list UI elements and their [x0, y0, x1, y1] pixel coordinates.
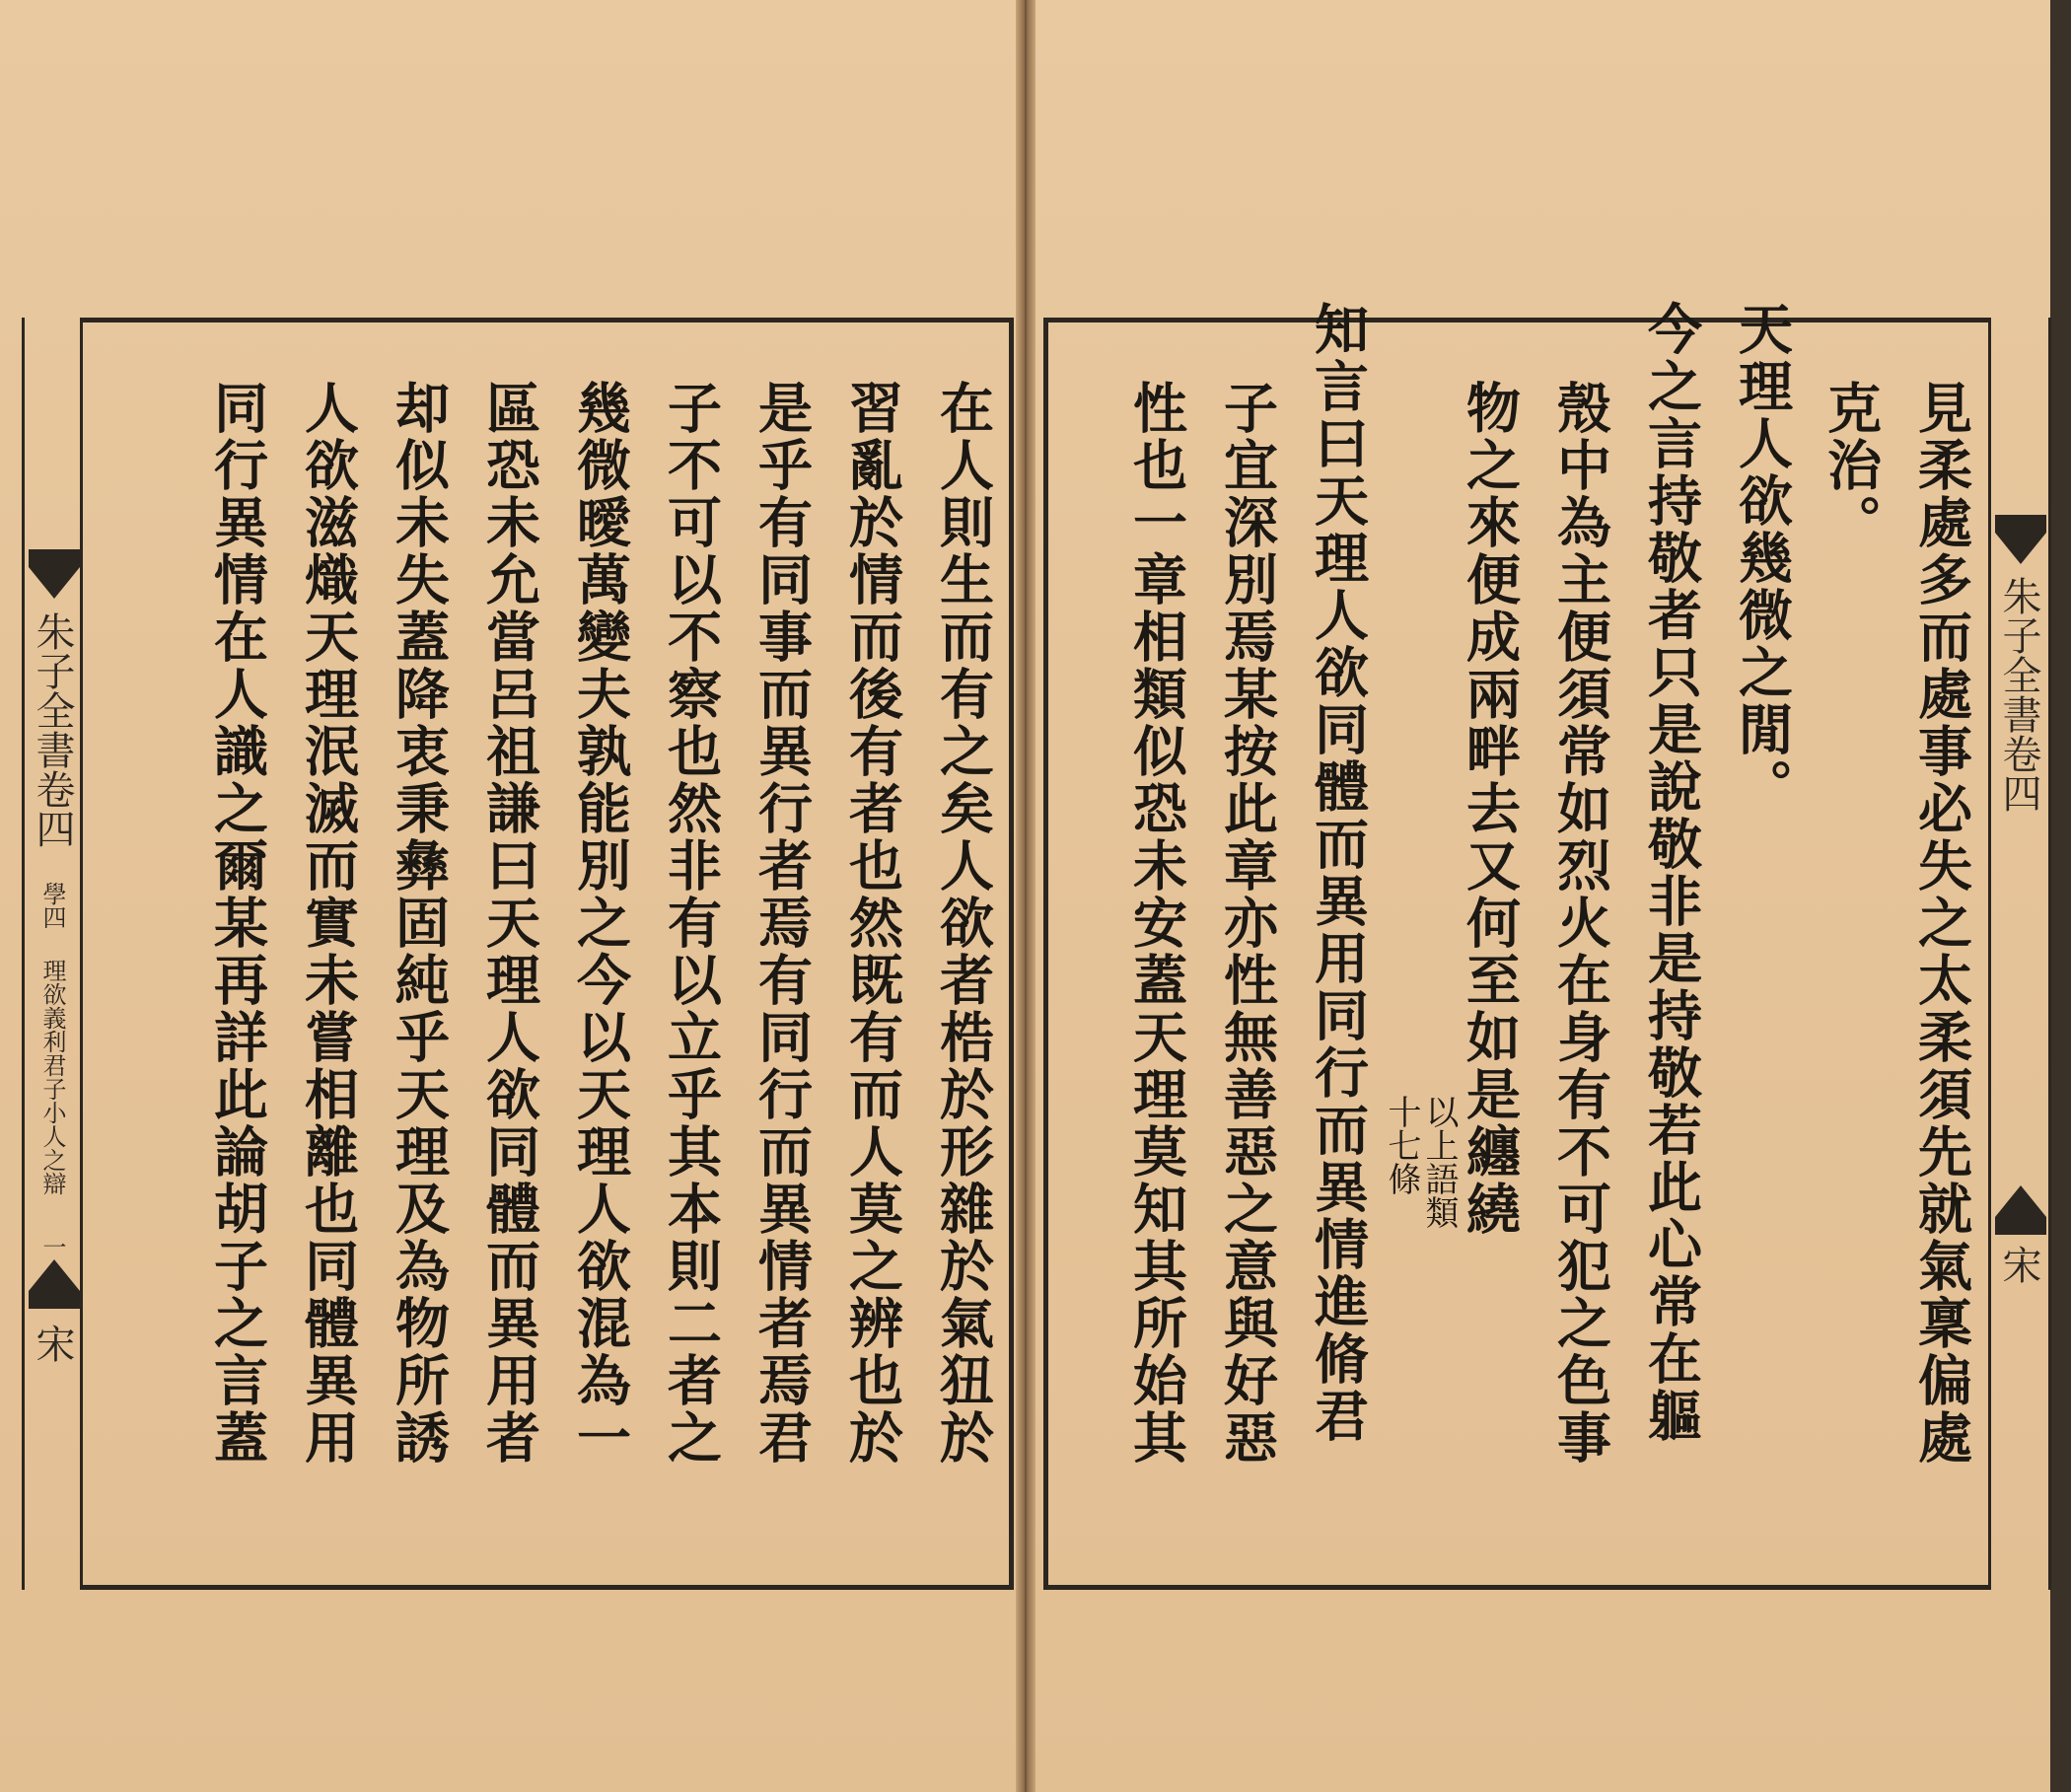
right-margin-page-no: 宋	[1996, 1245, 2041, 1284]
left-margin-leaf-no: 一	[38, 1235, 66, 1258]
right-margin-title: 朱子全書卷四	[1996, 576, 2041, 813]
left-margin-strip	[22, 318, 83, 1590]
left-column-9: 同行異情在人識之爾某再詳此論胡子之言蓋	[205, 380, 269, 1467]
right-column-6: 物之來便成兩畔去又何至如是纏繞	[1458, 380, 1522, 1238]
left-column-1: 在人則生而有之矣人欲者梏於形雜於氣狃於	[931, 380, 995, 1467]
right-gloss-1: 以上語類	[1419, 1095, 1459, 1229]
right-column-3: 天理人欲幾微之閒。	[1730, 301, 1794, 816]
right-column-7: 知言曰天理人欲同體而異用同行而異情進脩君	[1306, 301, 1370, 1445]
right-gloss-2: 十七條	[1382, 1095, 1421, 1195]
fishtail-bottom-icon	[1995, 1185, 2046, 1235]
fishtail-top-icon	[1995, 515, 2046, 564]
right-column-5: 殼中為主便須常如烈火在身有不可犯之色事	[1548, 380, 1612, 1467]
left-column-3: 是乎有同事而異行者焉有同行而異情者焉君	[750, 380, 814, 1467]
left-column-6: 區恐未允當呂祖謙曰天理人欲同體而異用者	[477, 380, 541, 1467]
right-column-4: 今之言持敬者只是說敬非是持敬若此心常在軀	[1639, 301, 1703, 1445]
right-column-2: 克治。	[1819, 380, 1883, 551]
fishtail-bottom-icon	[29, 1259, 80, 1309]
left-margin-page-no: 宋	[30, 1324, 75, 1363]
right-column-1: 見柔處多而處事必失之太柔須先就氣稟偏處	[1909, 380, 1973, 1467]
right-column-8: 子宜深別焉某按此章亦性無善惡之意與好惡	[1215, 380, 1279, 1467]
left-column-4: 子不可以不察也然非有以立乎其本則二者之	[659, 380, 723, 1467]
right-margin-strip	[1988, 318, 2051, 1590]
book-gutter	[1016, 0, 1036, 1792]
fishtail-top-icon	[29, 549, 80, 599]
right-column-9: 性也一章相類似恐未安蓋天理莫知其所始其	[1124, 380, 1188, 1467]
left-column-7: 却似未失蓋降衷秉彝固純乎天理及為物所誘	[387, 380, 451, 1467]
left-column-5: 幾微曖萬變夫孰能別之今以天理人欲混為一	[568, 380, 632, 1467]
scan-edge	[2050, 0, 2071, 1792]
left-margin-section: 學四	[38, 882, 66, 929]
left-margin-subtitle: 理欲義利君子小人之辯	[38, 959, 66, 1195]
left-column-2: 習亂於情而後有者也然既有而人莫之辨也於	[840, 380, 904, 1467]
left-column-8: 人欲滋熾天理泯滅而實未嘗相離也同體異用	[296, 380, 360, 1467]
left-margin-title: 朱子全書卷四	[30, 611, 75, 848]
